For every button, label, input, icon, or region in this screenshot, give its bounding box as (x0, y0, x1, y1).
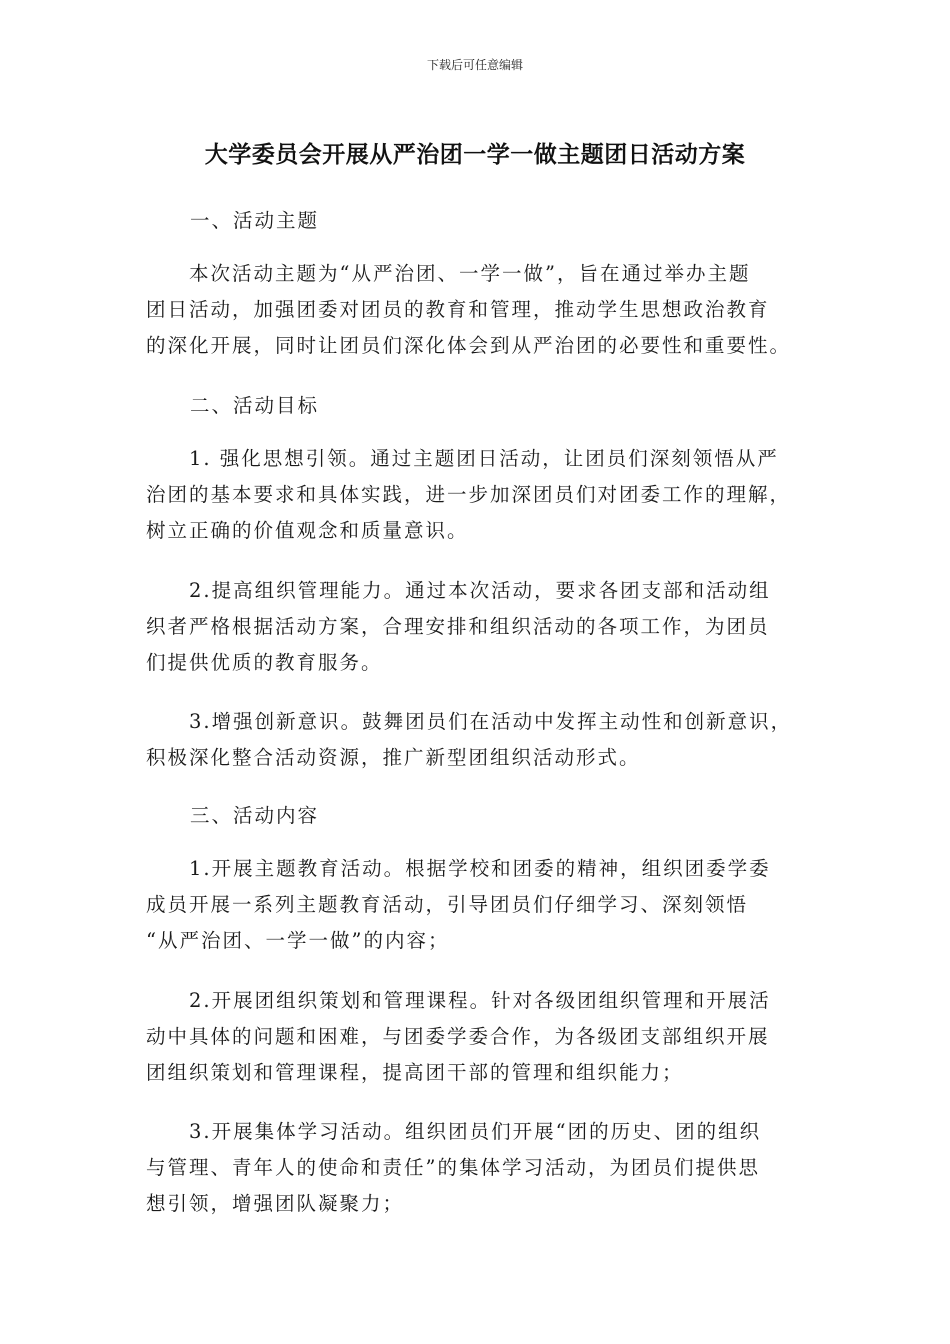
text-line: 想引领，增强团队凝聚力； (146, 1192, 405, 1215)
text-line: 2.提高组织管理能力。通过本次活动，要求各团支部和活动组 (146, 579, 771, 602)
text-line: 们提供优质的教育服务。 (146, 651, 383, 674)
text-line: 1. 强化思想引领。通过主题团日活动，让团员们深刻领悟从严 (146, 447, 779, 470)
text-line: 1.开展主题教育活动。根据学校和团委的精神，组织团委学委 (146, 857, 771, 880)
text-line: 本次活动主题为“从严治团、一学一做”，旨在通过举办主题 (146, 262, 751, 285)
paragraph-3-1 (146, 851, 806, 959)
paragraph-3-3 (146, 1114, 806, 1222)
text-line: 2.开展团组织策划和管理课程。针对各级团组织管理和开展活 (146, 989, 771, 1012)
text-line: 成员开展一系列主题教育活动，引导团员们仔细学习、深刻领悟 (146, 893, 749, 916)
section-heading-1: 一、活动主题 (190, 209, 320, 232)
text-line: 的深化开展，同时让团员们深化体会到从严治团的必要性和重要性。 (146, 334, 792, 357)
text-line: 与管理、青年人的使命和责任”的集体学习活动，为团员们提供思 (146, 1156, 760, 1179)
paragraph-3-2 (146, 983, 806, 1091)
text-line: 治团的基本要求和具体实践，进一步加深团员们对团委工作的理解， (146, 483, 792, 506)
section-heading-2: 二、活动目标 (190, 394, 320, 417)
paragraph-1-1 (146, 256, 806, 364)
text-line: “从严治团、一学一做”的内容； (146, 929, 450, 952)
text-line: 树立正确的价值观念和质量意识。 (146, 519, 469, 542)
text-line: 动中具体的问题和困难，与团委学委合作，为各级团支部组织开展 (146, 1025, 770, 1048)
text-line: 3.开展集体学习活动。组织团员们开展“团的历史、团的组织 (146, 1120, 762, 1143)
paragraph-2-1 (146, 441, 806, 549)
text-line: 3.增强创新意识。鼓舞团员们在活动中发挥主动性和创新意识， (146, 710, 793, 733)
section-heading-3: 三、活动内容 (190, 804, 320, 827)
paragraph-2-2 (146, 573, 806, 681)
text-line: 积极深化整合活动资源，推广新型团组织活动形式。 (146, 746, 641, 769)
paragraph-2-3 (146, 704, 806, 776)
document-title: 大学委员会开展从严治团一学一做主题团日活动方案 (204, 142, 746, 168)
text-line: 团日活动，加强团委对团员的教育和管理，推动学生思想政治教育 (146, 298, 770, 321)
header-note: 下载后可任意编辑 (426, 58, 523, 72)
text-line: 织者严格根据活动方案，合理安排和组织活动的各项工作，为团员 (146, 615, 770, 638)
text-line: 团组织策划和管理课程，提高团干部的管理和组织能力； (146, 1061, 684, 1084)
